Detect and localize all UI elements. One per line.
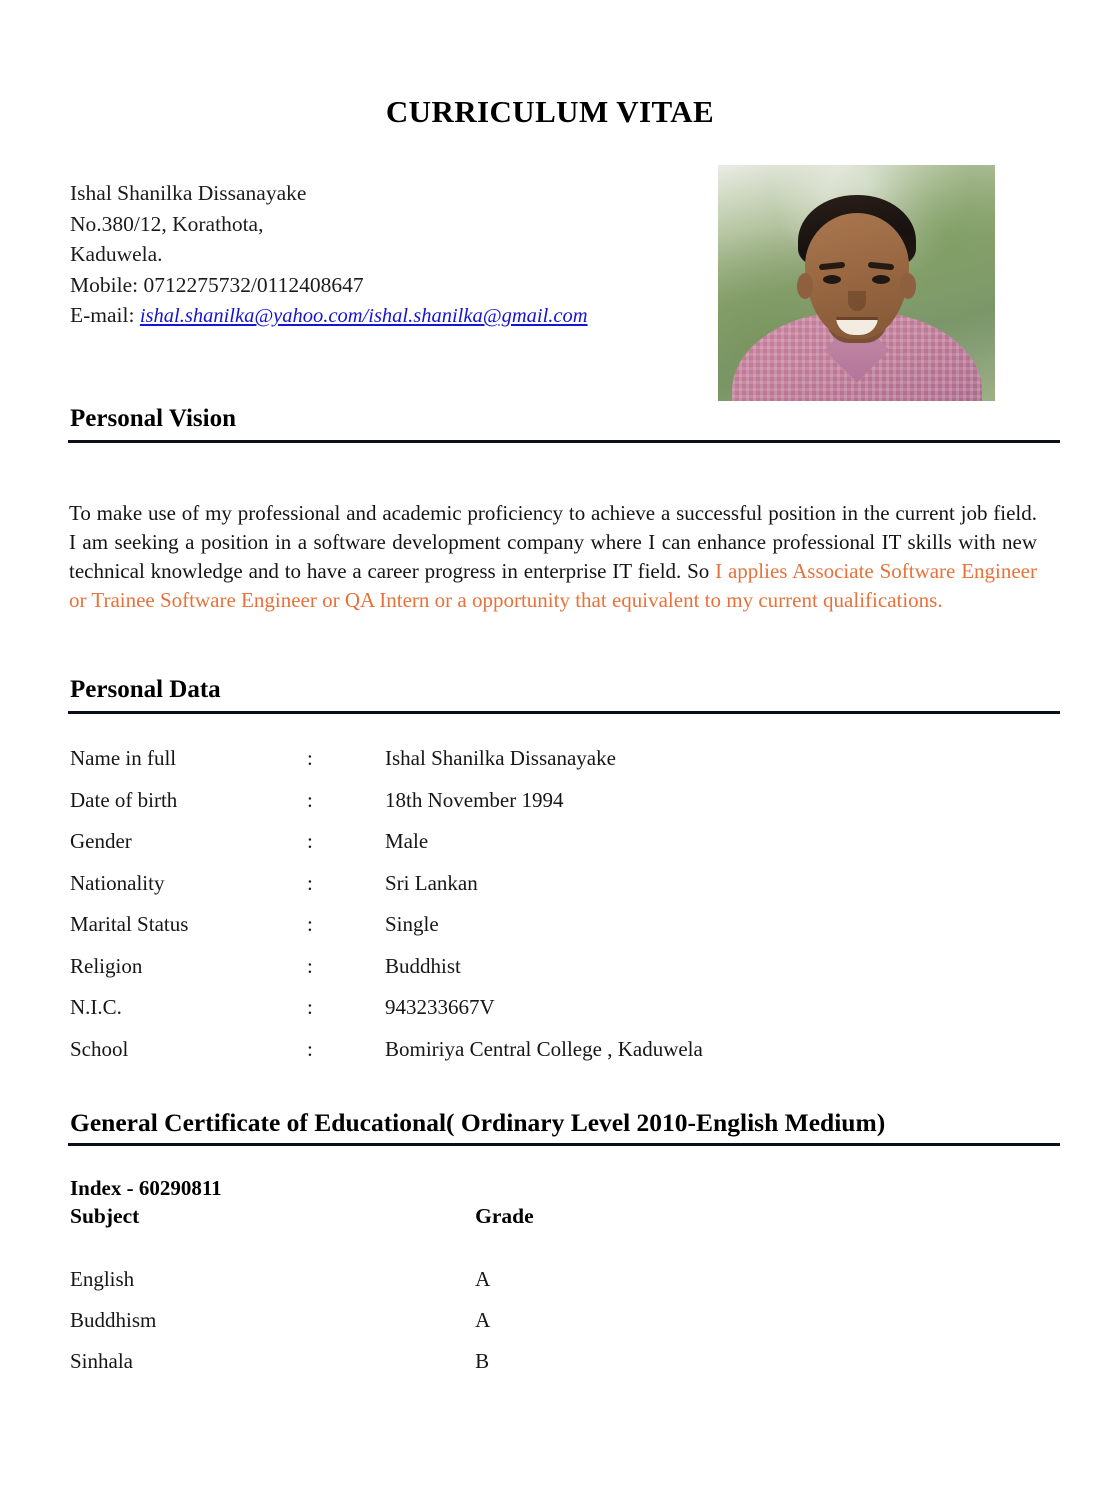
column-header-subject: Subject xyxy=(70,1204,140,1228)
column-header-grade: Grade xyxy=(475,1204,534,1228)
page-title: CURRICULUM VITAE xyxy=(385,94,715,129)
exam-index-line: Index - 60290811 xyxy=(70,1176,222,1200)
row-label: Date of birth xyxy=(70,787,178,812)
row-separator: : xyxy=(307,787,313,812)
result-grade: A xyxy=(475,1267,491,1291)
table-row xyxy=(70,787,970,829)
table-row xyxy=(70,1349,630,1390)
section-rule-education xyxy=(68,1143,1060,1146)
contact-mobile: Mobile: 0712275732/0112408647 xyxy=(70,272,364,297)
grades-header-row xyxy=(70,1204,630,1267)
row-separator: : xyxy=(307,829,313,853)
row-value: Male xyxy=(385,829,429,853)
section-heading-personal-data: Personal Data xyxy=(70,676,221,703)
row-label: School xyxy=(70,1036,129,1061)
row-value: Single xyxy=(385,912,439,936)
contact-block xyxy=(70,178,710,332)
photo-eye-right xyxy=(872,275,890,284)
row-separator: : xyxy=(307,953,313,978)
table-row xyxy=(70,911,970,953)
row-separator: : xyxy=(307,995,313,1019)
row-value: 943233667V xyxy=(385,995,495,1019)
row-label: Religion xyxy=(70,953,143,978)
result-grade: A xyxy=(475,1308,491,1332)
grades-table-head xyxy=(70,1204,630,1267)
avatar xyxy=(718,165,995,401)
table-row xyxy=(70,953,970,995)
result-grade: B xyxy=(475,1349,490,1373)
personal-vision-text xyxy=(69,499,1037,615)
contact-address-line2: Kaduwela. xyxy=(70,242,163,266)
grades-table-body xyxy=(70,1267,630,1390)
vision-text-black: To make use of my professional and academic proficiency to achieve a successful position in the current job field. I am seeking a position in a software development company where I can enhance professional IT skills with new technical knowledge and to have a career progress in enterprise IT field. So xyxy=(69,501,1037,583)
row-separator: : xyxy=(307,870,313,895)
row-label: Gender xyxy=(70,829,132,853)
row-value: Ishal Shanilka Dissanayake xyxy=(385,746,616,770)
grades-table xyxy=(70,1204,630,1390)
table-row xyxy=(70,1308,630,1349)
row-separator: : xyxy=(307,1036,313,1061)
email-link[interactable]: ishal.shanilka@yahoo.com/ishal.shanilka@gmail.com xyxy=(139,305,588,327)
table-row xyxy=(70,745,970,787)
photo-eye-left xyxy=(823,275,841,284)
row-label: N.I.C. xyxy=(70,995,122,1019)
photo-ear-right xyxy=(900,273,916,299)
photo-ear-left xyxy=(797,273,813,299)
row-separator: : xyxy=(307,912,313,936)
row-value: Sri Lankan xyxy=(385,870,478,895)
section-heading-personal-vision: Personal Vision xyxy=(70,405,236,432)
result-subject: Buddhism xyxy=(70,1308,157,1332)
row-value: Buddhist xyxy=(385,953,461,978)
table-row xyxy=(70,870,970,912)
table-row xyxy=(70,994,970,1036)
photo-nose xyxy=(848,291,866,311)
section-rule-personal-vision xyxy=(68,440,1060,443)
result-subject: English xyxy=(70,1267,135,1291)
contact-address-line1: No.380/12, Korathota, xyxy=(70,211,264,236)
contact-email-row xyxy=(70,300,710,332)
row-label: Marital Status xyxy=(70,912,189,936)
section-rule-personal-data xyxy=(68,711,1060,714)
table-row xyxy=(70,828,970,870)
row-value: 18th November 1994 xyxy=(385,787,564,812)
row-label: Name in full xyxy=(70,746,177,770)
result-subject: Sinhala xyxy=(70,1349,133,1373)
personal-data-body xyxy=(70,745,970,1077)
email-label: E-mail: xyxy=(70,303,140,327)
row-label: Nationality xyxy=(70,870,165,895)
personal-data-table xyxy=(70,745,970,1077)
table-row xyxy=(70,1036,970,1078)
section-heading-education: General Certificate of Educational( Ordinary Level 2010-English Medium) xyxy=(70,1108,886,1137)
table-row xyxy=(70,1267,630,1308)
contact-name: Ishal Shanilka Dissanayake xyxy=(70,181,307,205)
row-separator: : xyxy=(307,746,313,770)
row-value: Bomiriya Central College , Kaduwela xyxy=(385,1036,703,1061)
vision-text-accent: I applies Associate Software Engineer or Trainee Software Engineer or QA Intern or a opportunity that equivalent to my current qualifications. xyxy=(69,559,1037,612)
